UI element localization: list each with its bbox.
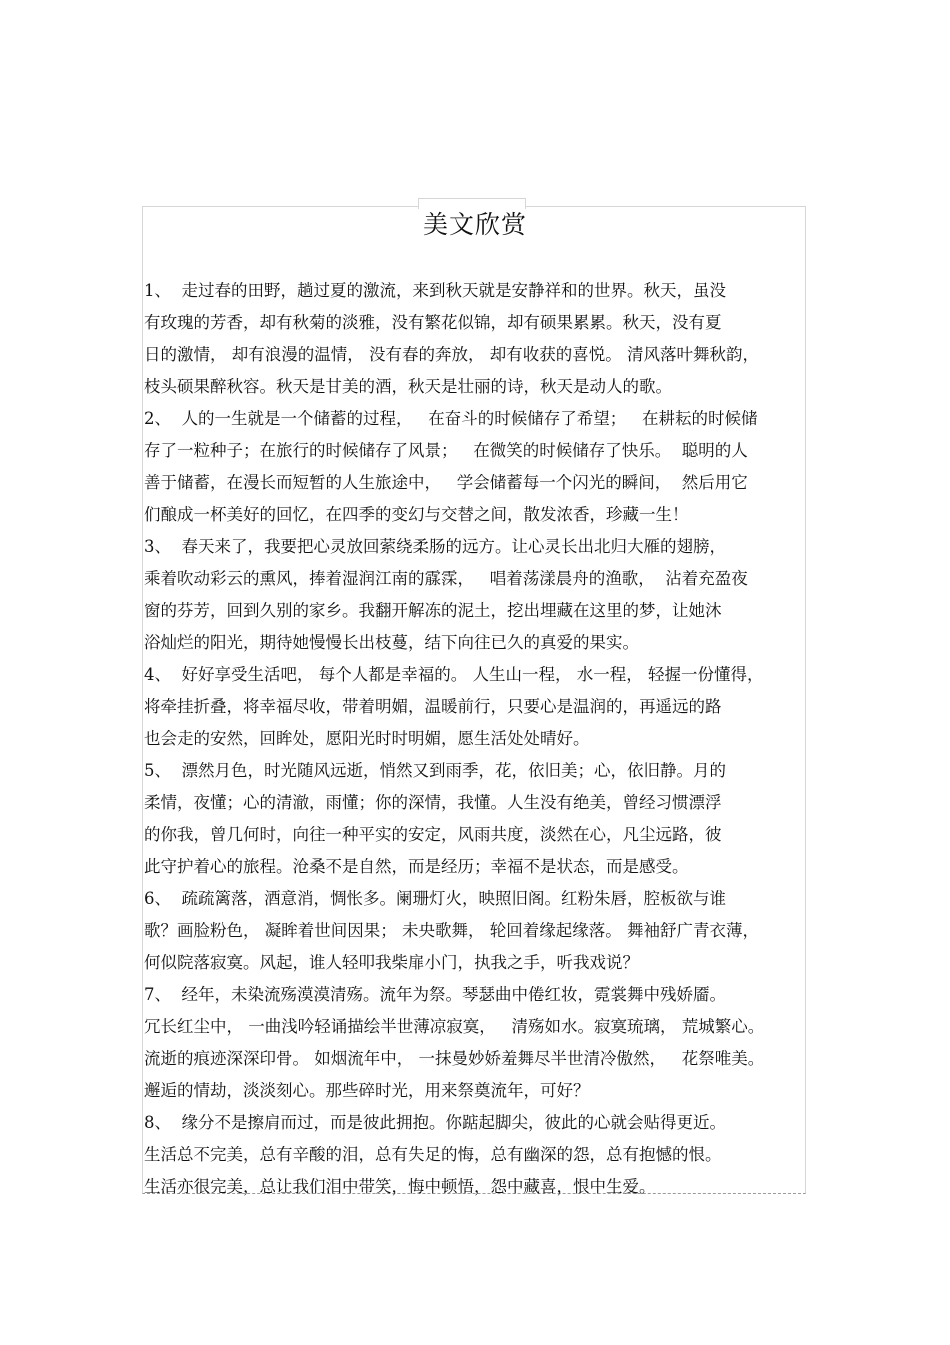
text-line: 7、 经年，未染流殇漠漠清殇。流年为祭。琴瑟曲中倦红妆，霓裳舞中残娇靥。 [144, 985, 726, 1004]
text-line: 4、 好好享受生活吧， 每个人都是幸福的。 人生山一程， 水一程， 轻握一份懂得， [144, 665, 764, 684]
text-line: 流逝的痕迹深深印骨。 如烟流年中， 一抹曼妙娇羞舞尽半世清冷傲然， 花祭唯美。 [144, 1049, 765, 1068]
article-body [144, 275, 808, 1203]
text-line: 将牵挂折叠，将幸福尽收，带着明媚，温暖前行，只要心是温润的，再遥远的路 [144, 697, 722, 716]
text-line: 善于储蓄，在漫长而短暂的人生旅途中， 学会储蓄每一个闪光的瞬间， 然后用它 [144, 473, 748, 492]
text-line: 生活总不完美，总有辛酸的泪，总有失足的悔，总有幽深的怨，总有抱憾的恨。 [144, 1145, 722, 1164]
text-line: 也会走的安然，回眸处，愿阳光时时明媚，愿生活处处晴好。 [144, 729, 590, 748]
text-line: 6、 疏疏篱落，酒意消，惆怅多。阑珊灯火，映照旧阁。红粉朱唇，腔板欲与谁 [144, 889, 726, 908]
text-line: 乘着吹动彩云的熏风，捧着湿润江南的霡霂， 唱着荡漾晨舟的渔歌， 沾着充盈夜 [144, 569, 748, 588]
text-line: 歌？画脸粉色， 凝眸着世间因果； 未央歌舞， 轮回着缘起缘落。 舞袖舒广青衣薄， [144, 921, 759, 940]
text-line: 8、 缘分不是擦肩而过，而是彼此拥抱。你踮起脚尖，彼此的心就会贴得更近。 [144, 1113, 726, 1132]
text-line: 的你我，曾几何时，向往一种平实的安定，风雨共度，淡然在心，凡尘远路，彼 [144, 825, 722, 844]
text-line: 生活亦很完美，总让我们泪中带笑，悔中顿悟，怨中藏喜，恨中生爱。 [144, 1177, 656, 1196]
text-line: 窗的芬芳，回到久别的家乡。我翻开解冻的泥土，挖出埋藏在这里的梦，让她沐 [144, 601, 722, 620]
text-line: 冗长红尘中， 一曲浅吟轻诵描绘半世薄凉寂寞， 清殇如水。寂寞琉璃， 荒城繁心。 [144, 1017, 765, 1036]
text-line: 5、 漂然月色，时光随风远逝，悄然又到雨季，花，依旧美；心，依旧静。月的 [144, 761, 726, 780]
text-line: 此守护着心的旅程。沧桑不是自然，而是经历；幸福不是状态，而是感受。 [144, 857, 689, 876]
text-line: 邂逅的情劫，淡淡刻心。那些碎时光，用来祭奠流年，可好？ [144, 1081, 590, 1100]
text-line: 枝头硕果醉秋容。秋天是甘美的酒，秋天是壮丽的诗，秋天是动人的歌。 [144, 377, 672, 396]
text-line: 日的激情， 却有浪漫的温情， 没有春的奔放， 却有收获的喜悦。 清风落叶舞秋韵， [144, 345, 759, 364]
text-line: 存了一粒种子；在旅行的时候储存了风景； 在微笑的时候储存了快乐。 聪明的人 [144, 441, 748, 460]
text-line: 柔情，夜懂；心的清澈，雨懂；你的深情，我懂。人生没有绝美，曾经习惯漂浮 [144, 793, 722, 812]
text-line: 何似院落寂寞。风起，谁人轻叩我柴扉小门，执我之手，听我戏说？ [144, 953, 639, 972]
text-line: 们酿成一杯美好的回忆，在四季的变幻与交替之间，散发浓香，珍藏一生！ [144, 505, 689, 524]
text-line: 3、 春天来了，我要把心灵放回萦绕柔肠的远方。让心灵长出北归大雁的翅膀， [144, 537, 726, 556]
text-line: 1、 走过春的田野，趟过夏的激流，来到秋天就是安静祥和的世界。秋天，虽没 [144, 281, 726, 300]
page-title: 美文欣赏 [422, 210, 527, 239]
text-line: 浴灿烂的阳光，期待她慢慢长出枝蔓，结下向往已久的真爱的果实。 [144, 633, 639, 652]
text-line: 2、 人的一生就是一个储蓄的过程， 在奋斗的时候储存了希望； 在耕耘的时候储 [144, 409, 758, 428]
text-line: 有玫瑰的芳香，却有秋菊的淡雅，没有繁花似锦，却有硕果累累。秋天，没有夏 [144, 313, 722, 332]
